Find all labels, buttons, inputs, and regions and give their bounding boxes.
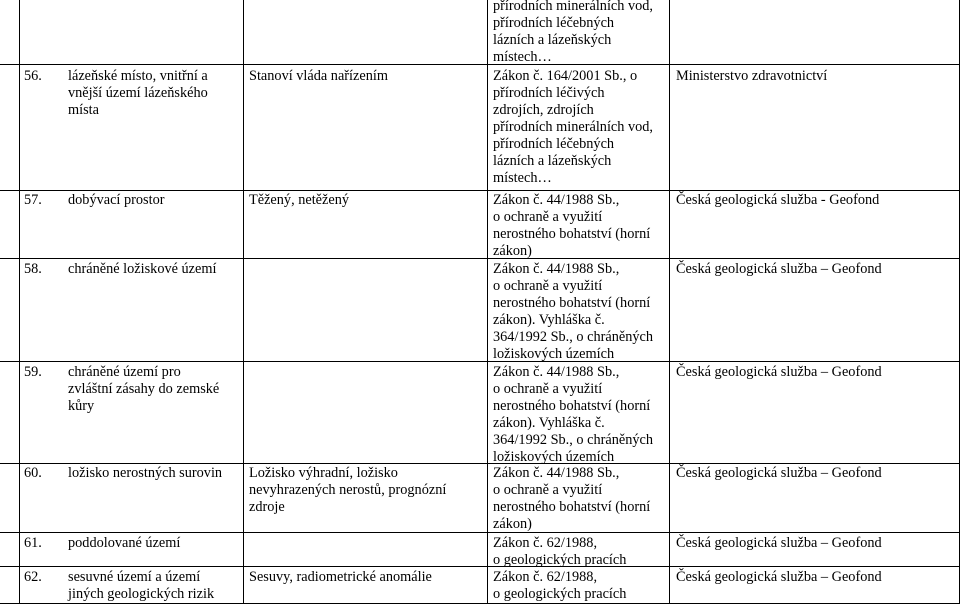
term-cell: sesuvné území a území jiných geologických rizik — [68, 569, 215, 602]
authority-cell: Česká geologická služba – Geofond — [676, 364, 882, 380]
authority-cell: Česká geologická služba - Geofond — [676, 192, 880, 208]
term-cell: dobývací prostor — [68, 192, 165, 208]
definition-cell: Ložisko výhradní, ložisko nevyhrazených nerostů, prognózní zdroje — [249, 465, 447, 515]
row-number: 56. — [24, 68, 42, 84]
law-cell: Zákon č. 44/1988 Sb., o ochraně a využití nerostného bohatství (horní zákon) — [493, 465, 651, 532]
column-divider — [243, 0, 244, 604]
law-cell: Zákon č. 62/1988, o geologických pracích — [493, 535, 627, 568]
definition-cell: Stanoví vláda nařízením — [249, 68, 388, 84]
row-number: 59. — [24, 364, 42, 380]
row-number: 60. — [24, 465, 42, 481]
table-border-left — [19, 0, 20, 604]
authority-cell: Ministerstvo zdravotnictví — [676, 68, 828, 84]
row-number: 61. — [24, 535, 42, 551]
term-cell: lázeňské místo, vnitřní a vnější území lázeňského místa — [68, 68, 208, 118]
row-divider — [0, 258, 960, 259]
row-divider — [0, 463, 960, 464]
law-cell: Zákon č. 44/1988 Sb., o ochraně a využití nerostného bohatství (horní zákon). Vyhláška č. 364/1992 Sb., o chráněných ložiskových územích — [493, 364, 654, 465]
row-divider — [0, 532, 960, 533]
column-divider — [487, 0, 488, 604]
law-cell: Zákon č. 44/1988 Sb., o ochraně a využití nerostného bohatství (horní zákon). Vyhláška č. 364/1992 Sb., o chráněných ložiskových územích — [493, 261, 654, 362]
law-cell: Zákon č. 44/1988 Sb., o ochraně a využití nerostného bohatství (horní zákon) — [493, 192, 651, 259]
authority-cell: Česká geologická služba – Geofond — [676, 465, 882, 481]
row-divider — [0, 361, 960, 362]
term-cell: ložisko nerostných surovin — [68, 465, 223, 481]
law-cell: Zákon č. 164/2001 Sb., o přírodních léčivých zdrojích, zdrojích přírodních minerálních vod, přírodních léčebných lázních a lázeňských místech… — [493, 68, 654, 186]
row-divider — [0, 190, 960, 191]
term-cell: chráněné území pro zvláštní zásahy do zemské kůry — [68, 364, 220, 414]
definition-cell: Sesuvy, radiometrické anomálie — [249, 569, 432, 585]
law-cell: Zákon č. 62/1988, o geologických pracích — [493, 569, 627, 602]
definition-cell: Těžený, netěžený — [249, 192, 350, 208]
term-cell: poddolované území — [68, 535, 181, 551]
row-number: 62. — [24, 569, 42, 585]
authority-cell: Česká geologická služba – Geofond — [676, 261, 882, 277]
row-number: 57. — [24, 192, 42, 208]
authority-cell: Česká geologická služba – Geofond — [676, 535, 882, 551]
row-divider — [0, 566, 960, 567]
term-cell: chráněné ložiskové území — [68, 261, 217, 277]
row-number: 58. — [24, 261, 42, 277]
row-divider — [0, 64, 960, 65]
law-cell: přírodních minerálních vod, přírodních léčebných lázních a lázeňských místech… — [493, 0, 654, 65]
authority-cell: Česká geologická služba – Geofond — [676, 569, 882, 585]
